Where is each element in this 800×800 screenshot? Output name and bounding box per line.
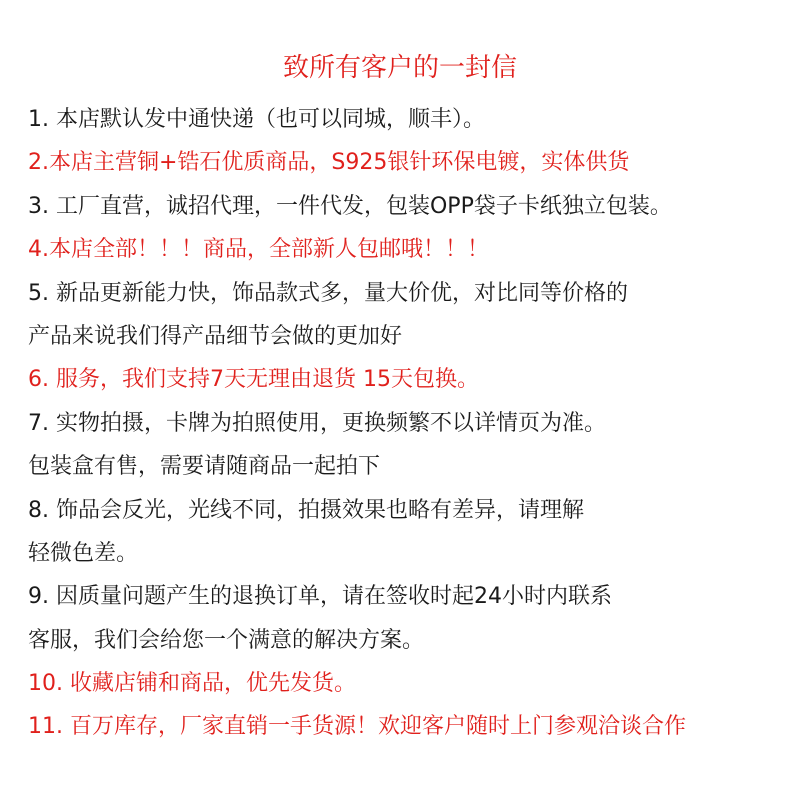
notice-line: 8. 饰品会反光，光线不同，拍摄效果也略有差异，请理解: [28, 497, 584, 523]
notice-line: 3. 工厂直营，诚招代理，一件代发，包装OPP袋子卡纸独立包装。: [28, 193, 672, 219]
notice-line: 4.本店全部！！！商品，全部新人包邮哦！！！: [28, 237, 489, 263]
notice-line: 包装盒有售，需要请随商品一起拍下: [28, 454, 381, 480]
notice-line: 1. 本店默认发中通快递（也可以同城，顺丰）。: [28, 107, 485, 132]
notice-line: 11. 百万库存，厂家直销一手货源！欢迎客户随时上门参观洽谈合作: [28, 714, 686, 740]
page-title: 致所有客户的一封信: [282, 53, 517, 83]
notice-line: 10. 收藏店铺和商品，优先发货。: [28, 671, 356, 697]
notice-line: 客服，我们会给您一个满意的解决方案。: [28, 627, 425, 653]
notice-line: 产品来说我们得产品细节会做的更加好: [28, 323, 403, 349]
notice-line: 9. 因质量问题产生的退换订单，请在签收时起24小时内联系: [28, 584, 612, 610]
notice-line: 6. 服务，我们支持7天无理由退货 15天包换。: [28, 367, 479, 393]
notice-line: 2.本店主营铜+锆石优质商品，S925银针环保电镀，实体供货: [28, 150, 630, 176]
notice-lines: [28, 98, 800, 749]
notice-line: 5. 新品更新能力快，饰品款式多，量大价优，对比同等价格的: [28, 280, 628, 306]
notice-line: 7. 实物拍摄，卡牌为拍照使用，更换频繁不以详情页为准。: [28, 410, 606, 436]
notice-line: 轻微色差。: [28, 540, 139, 566]
